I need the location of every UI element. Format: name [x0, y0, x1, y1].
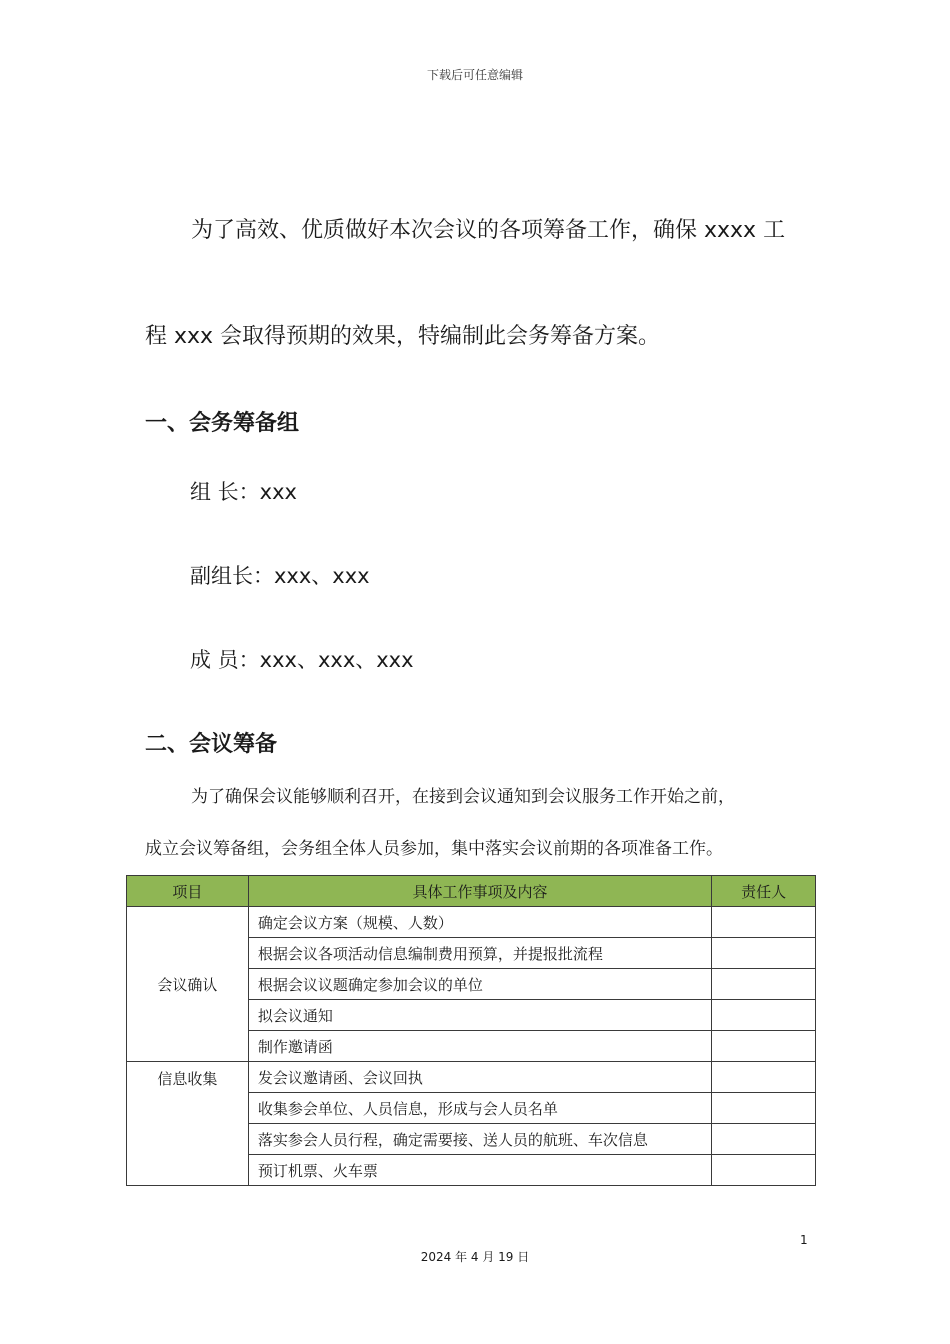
task-cell: 根据会议议题确定参加会议的单位	[248, 969, 711, 1000]
group-cell: 信息收集	[127, 1062, 249, 1186]
owner-cell	[712, 1000, 816, 1031]
section-2-para-line-2: 成立会议筹备组，会务组全体人员参加，集中落实会议前期的各项准备工作。	[145, 839, 723, 859]
intro-line-1: 为了高效、优质做好本次会议的各项筹备工作，确保 xxxx 工	[191, 218, 786, 243]
task-cell: 制作邀请函	[248, 1031, 711, 1062]
section-2-para-line-1: 为了确保会议能够顺利召开，在接到会议通知到会议服务工作开始之前，	[191, 787, 735, 807]
owner-cell	[712, 969, 816, 1000]
task-cell: 根据会议各项活动信息编制费用预算，并提报批流程	[248, 938, 711, 969]
owner-cell	[712, 1062, 816, 1093]
group-cell: 会议确认	[127, 907, 249, 1062]
owner-cell	[712, 938, 816, 969]
owner-cell	[712, 1155, 816, 1186]
header-item: 项目	[127, 876, 249, 907]
task-cell: 落实参会人员行程，确定需要接、送人员的航班、车次信息	[248, 1124, 711, 1155]
task-cell: 预订机票、火车票	[248, 1155, 711, 1186]
task-cell: 拟会议通知	[248, 1000, 711, 1031]
table-row	[127, 1062, 816, 1093]
owner-cell	[712, 1124, 816, 1155]
section-2-heading: 二、会议筹备	[145, 732, 278, 757]
task-cell: 确定会议方案（规模、人数）	[248, 907, 711, 938]
header-note: 下载后可任意编辑	[426, 68, 523, 82]
header-owner: 责任人	[712, 876, 816, 907]
group-deputy: 副组长：xxx、xxx	[190, 564, 370, 588]
group-leader: 组 长：xxx	[190, 480, 297, 504]
section-1-heading: 一、会务筹备组	[145, 411, 300, 436]
table-row	[127, 907, 816, 938]
preparation-table	[126, 875, 816, 1186]
header-tasks: 具体工作事项及内容	[248, 876, 711, 907]
task-cell: 发会议邀请函、会议回执	[248, 1062, 711, 1093]
intro-line-2: 程 xxx 会取得预期的效果，特编制此会务筹备方案。	[145, 324, 661, 349]
page-number: 1	[800, 1233, 808, 1247]
table-header-row	[127, 876, 816, 907]
owner-cell	[712, 1031, 816, 1062]
owner-cell	[712, 907, 816, 938]
footer-date: 2024 年 4 月 19 日	[420, 1250, 530, 1264]
task-cell: 收集参会单位、人员信息，形成与会人员名单	[248, 1093, 711, 1124]
owner-cell	[712, 1093, 816, 1124]
group-members: 成 员：xxx、xxx、xxx	[190, 648, 414, 672]
